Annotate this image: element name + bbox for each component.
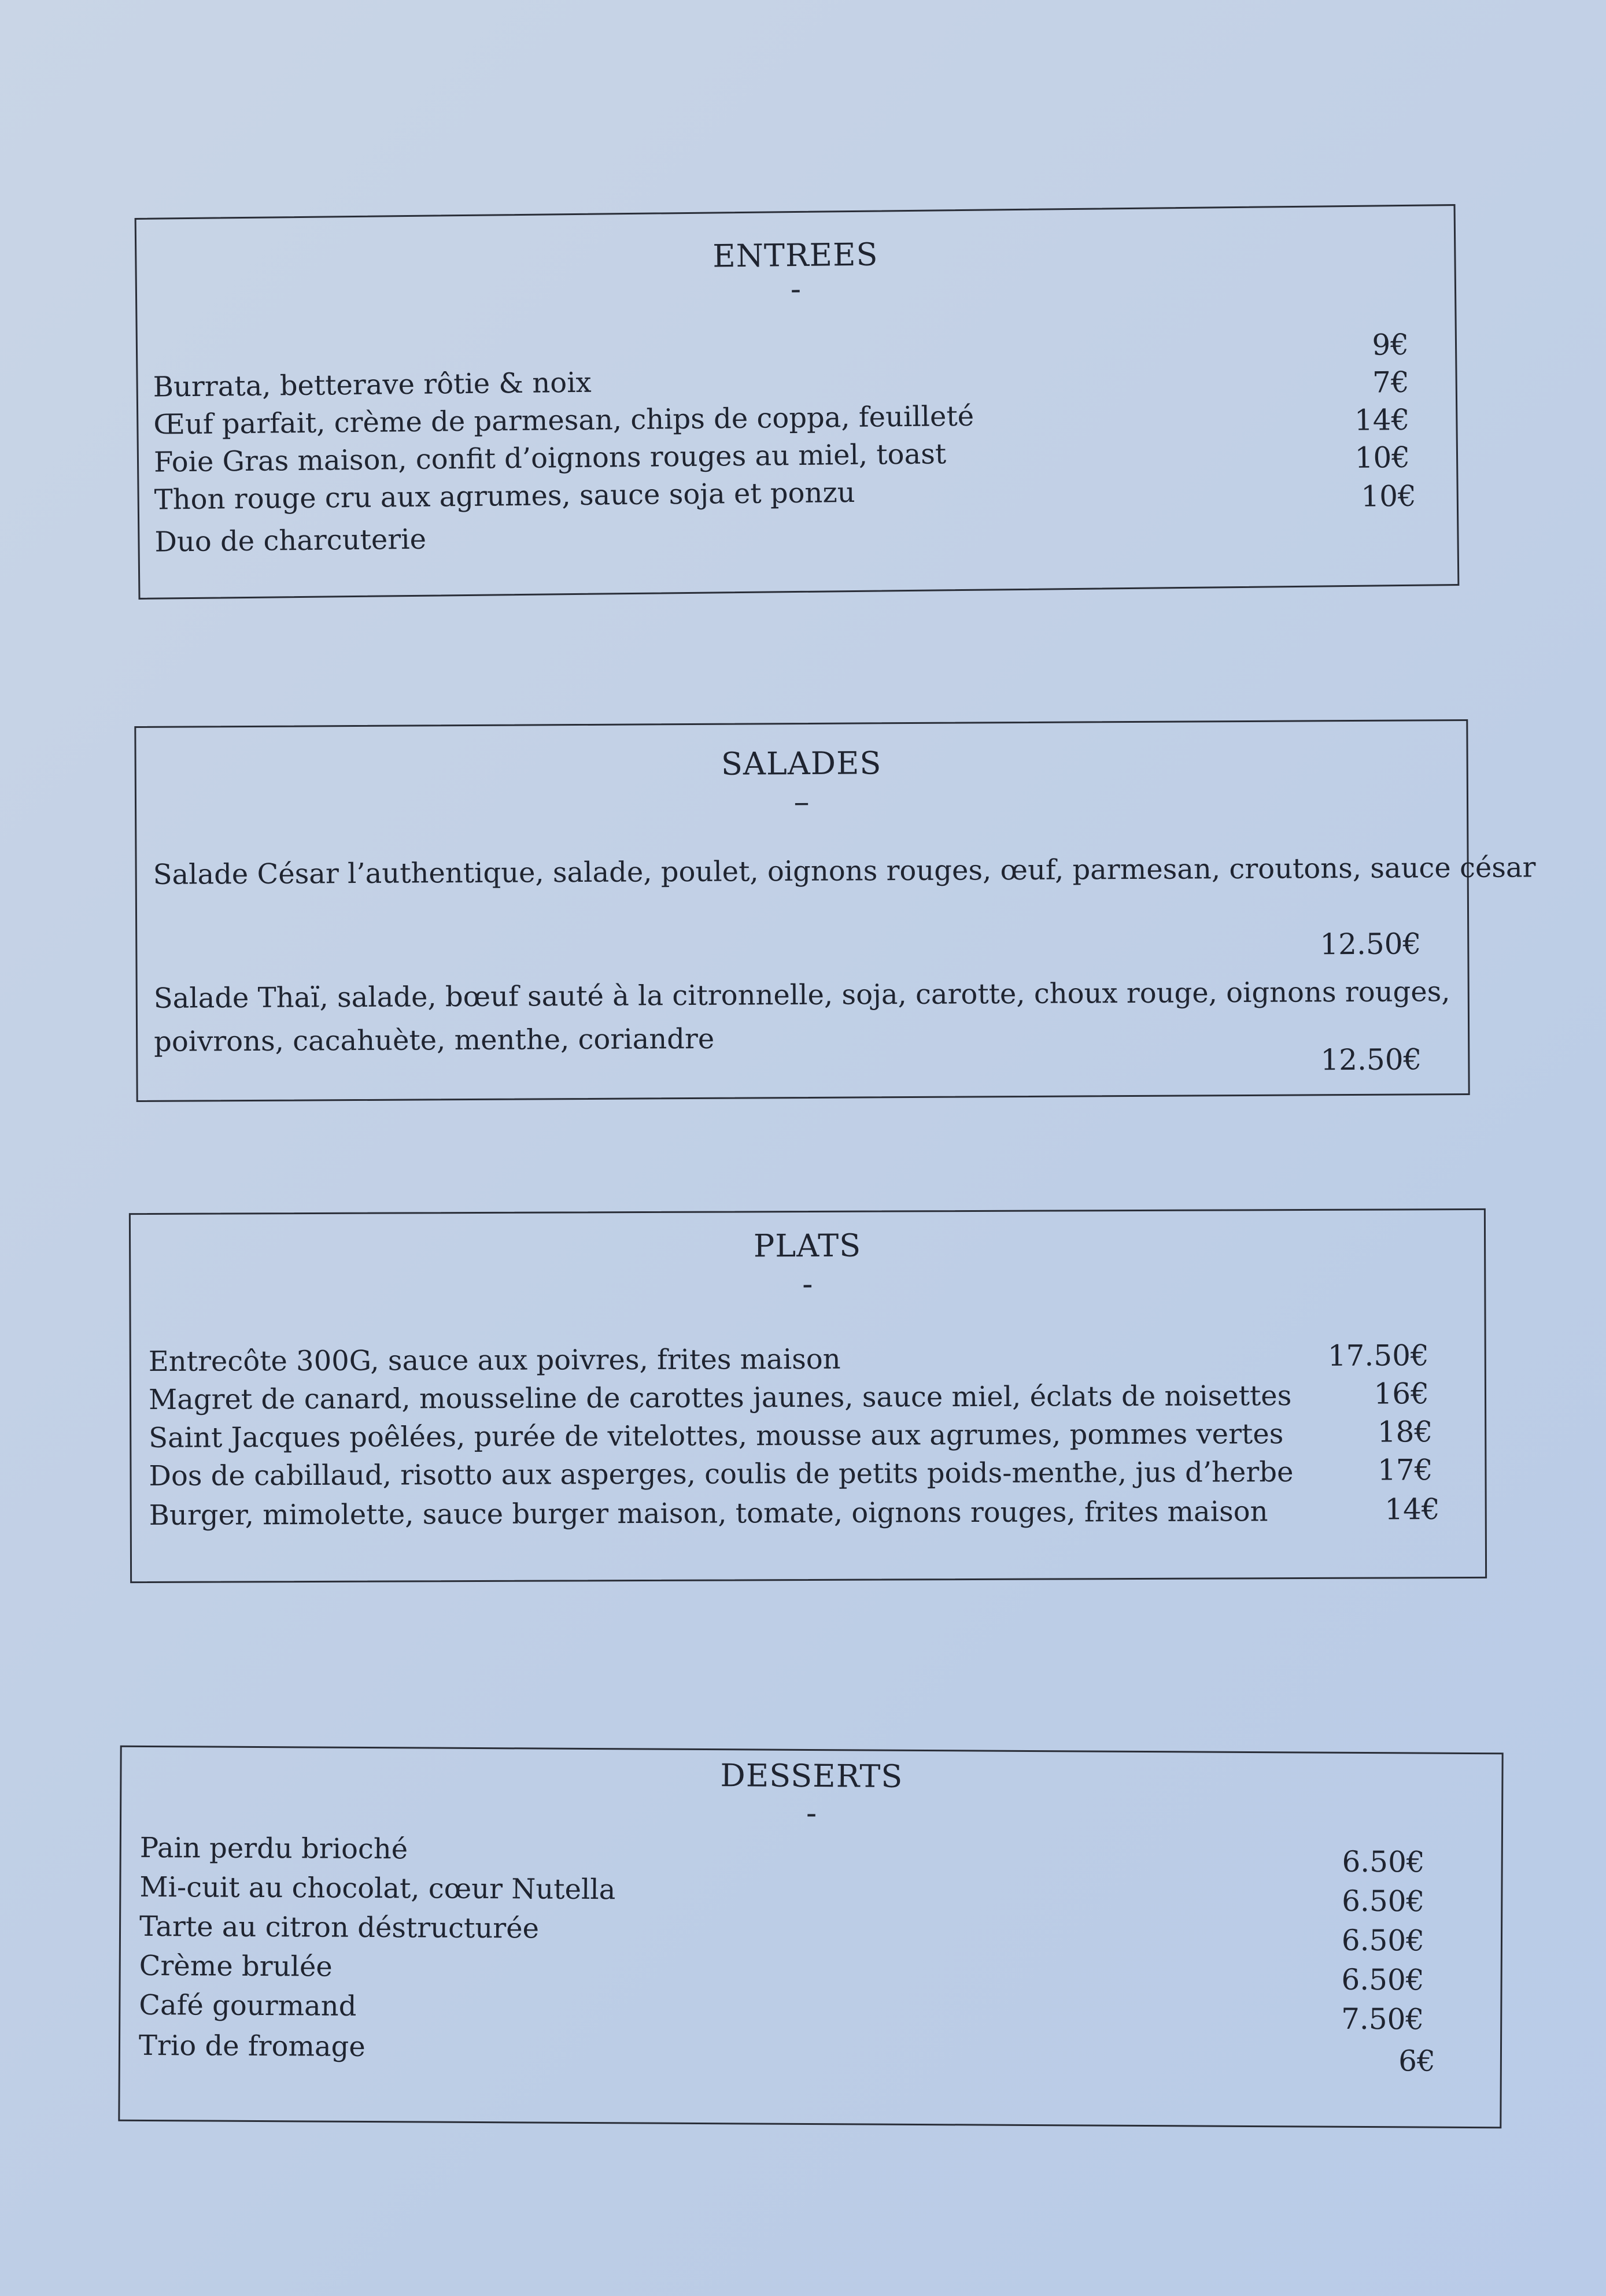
menu-item-price: 9€ [1372, 327, 1409, 362]
menu-item-name: Thon rouge cru aux agrumes, sauce soja et ponzu [154, 476, 855, 516]
menu-item-price: 12.50€ [1320, 927, 1422, 962]
plats-section [129, 1208, 1487, 1583]
menu-item-name: Café gourmand [139, 1988, 357, 2023]
section-title: PLATS [753, 1227, 862, 1265]
menu-item-price: 17.50€ [1327, 1339, 1429, 1373]
desserts-section [118, 1746, 1503, 2129]
section-title: DESSERTS [720, 1757, 903, 1795]
entrees-section [135, 204, 1460, 600]
menu-item-price: 16€ [1374, 1377, 1430, 1411]
menu-item-price: 6.50€ [1342, 1884, 1425, 1918]
menu-item-price: 18€ [1377, 1415, 1433, 1449]
menu-item-name: Œuf parfait, crème de parmesan, chips de coppa, feuilleté [153, 400, 974, 441]
menu-item-name: Crème brulée [139, 1949, 333, 1983]
menu-item-name: Mi-cuit au chocolat, cœur Nutella [139, 1870, 616, 1906]
menu-item-name: Burger, mimolette, sauce burger maison, tomate, oignons rouges, frites maison [149, 1495, 1268, 1532]
salades-section [134, 719, 1536, 1102]
menu-item-price: 12.50€ [1320, 1042, 1422, 1077]
menu-item-name: Tarte au citron déstructurée [139, 1910, 540, 1945]
section-separator: - [802, 1265, 813, 1303]
menu-item-name: Salade Thaï, salade, bœuf sauté à la citronnelle, soja, carotte, choux rouge, oignons rouges, [153, 975, 1450, 1015]
section-title: SALADES [721, 745, 882, 782]
section-separator: - [806, 1794, 817, 1832]
menu-item-name: Burrata, betterave rôtie & noix [153, 366, 592, 404]
menu-item-price: 14€ [1385, 1492, 1440, 1526]
menu-item-name: Entrecôte 300G, sauce aux poivres, frites maison [148, 1343, 841, 1378]
menu-item-name: Pain perdu brioché [139, 1831, 408, 1866]
menu-item-price: 6.50€ [1341, 1962, 1424, 1997]
menu-item-price: 6.50€ [1342, 1844, 1425, 1879]
menu-item-price: 10€ [1361, 479, 1417, 513]
menu-item-price: 14€ [1354, 402, 1410, 437]
menu-item-name: Dos de cabillaud, risotto aux asperges, coulis de petits poids-menthe, jus d’herbe [149, 1456, 1294, 1492]
menu-item-price: 7.50€ [1341, 2002, 1424, 2036]
section-title: ENTREES [712, 236, 878, 275]
menu-item-name: Duo de charcuterie [154, 523, 427, 559]
section-separator: – [793, 783, 810, 820]
menu-item-name: Salade César l’authentique, salade, poulet, oignons rouges, œuf, parmesan, croutons, sauce césar [153, 851, 1536, 891]
menu-item-name: Trio de fromage [138, 2029, 365, 2063]
menu-item-name: poivrons, cacahuète, menthe, coriandre [154, 1022, 715, 1058]
menu-item-price: 6€ [1398, 2044, 1436, 2078]
menu-item-price: 7€ [1372, 365, 1410, 400]
menu-item-name: Foie Gras maison, confit d’oignons rouges au miel, toast [153, 438, 947, 479]
menu-item-price: 10€ [1354, 440, 1411, 475]
menu-item-price: 6.50€ [1341, 1923, 1425, 1958]
menu-item-price: 17€ [1377, 1453, 1433, 1487]
menu-item-name: Magret de canard, mousseline de carottes jaunes, sauce miel, éclats de noisettes [148, 1380, 1292, 1416]
section-separator: - [790, 270, 802, 308]
menu-item-name: Saint Jacques poêlées, purée de vitelottes, mousse aux agrumes, pommes vertes [149, 1418, 1284, 1454]
